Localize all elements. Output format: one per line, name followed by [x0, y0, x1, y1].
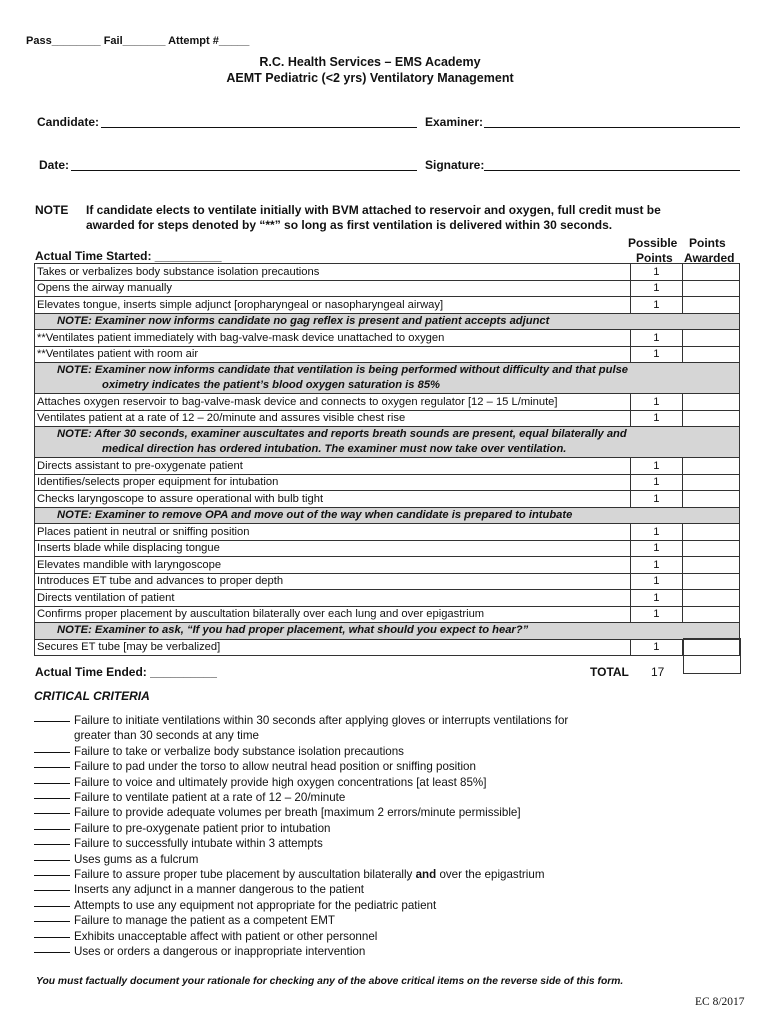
- step-description: Confirms proper placement by auscultation bilaterally over each lung and over epigastrium: [35, 606, 631, 623]
- critical-checkbox-line[interactable]: [34, 766, 70, 768]
- critical-checkbox-line[interactable]: [34, 782, 70, 784]
- critical-text: Failure to pre-oxygenate patient prior to intubation: [74, 821, 331, 835]
- step-description: Takes or verbalizes body substance isolation precautions: [35, 264, 631, 281]
- step-row: [35, 573, 740, 590]
- possible-points: 1: [630, 540, 682, 557]
- note-line-2: awarded for steps denoted by “**” so long as first ventilation is delivered within 30 seconds.: [86, 218, 613, 232]
- step-description: Places patient in neutral or sniffing position: [35, 524, 631, 541]
- candidate-label: Candidate:: [37, 115, 100, 129]
- note-cell: [35, 427, 740, 458]
- critical-checkbox-line[interactable]: [34, 920, 70, 922]
- points-awarded-cell[interactable]: [682, 458, 739, 475]
- critical-item: [34, 929, 377, 944]
- critical-item: [34, 805, 521, 820]
- step-description: Elevates mandible with laryngoscope: [35, 557, 631, 574]
- org-title: R.C. Health Services – EMS Academy: [259, 55, 481, 69]
- points-label: Points: [689, 236, 726, 250]
- possible-points: 1: [630, 491, 682, 508]
- critical-item: [34, 867, 544, 882]
- points-awarded-cell[interactable]: [682, 573, 739, 590]
- step-row: [35, 540, 740, 557]
- possible-points: 1: [630, 573, 682, 590]
- possible-points: 1: [630, 458, 682, 475]
- note-cell: [35, 313, 740, 330]
- points-header: [689, 236, 726, 250]
- step-row: [35, 280, 740, 297]
- points-awarded-cell[interactable]: [682, 474, 739, 491]
- possible-points: 1: [630, 264, 682, 281]
- step-description: Introduces ET tube and advances to proper depth: [35, 573, 631, 590]
- step-description: **Ventilates patient immediately with bag-valve-mask device unattached to oxygen: [35, 330, 631, 347]
- critical-item: [34, 852, 198, 867]
- critical-checkbox-line[interactable]: [34, 936, 70, 938]
- pass-fail-attempt-line: Pass________ Fail_______ Attempt #_____: [26, 35, 250, 47]
- points-awarded-cell[interactable]: [682, 410, 739, 427]
- total-label: TOTAL: [590, 665, 629, 679]
- points-awarded-cell[interactable]: [682, 590, 739, 607]
- possible-points: 1: [630, 606, 682, 623]
- step-description: Ventilates patient at a rate of 12 – 20/minute and assures visible chest rise: [35, 410, 631, 427]
- critical-item: [34, 744, 404, 759]
- step-description: Directs ventilation of patient: [35, 590, 631, 607]
- note-row: [35, 427, 740, 458]
- note-row: [35, 507, 740, 524]
- steps-table: [34, 263, 740, 656]
- date-field[interactable]: [71, 170, 417, 171]
- form-title: AEMT Pediatric (<2 yrs) Ventilatory Management: [226, 71, 514, 85]
- note-text: NOTE: Examiner to ask, “If you had proper placement, what should you expect to hear?”: [57, 624, 529, 637]
- note-text: NOTE: Examiner now informs candidate that ventilation is being performed without difficulty and that pulse: [57, 364, 629, 376]
- note-line-1: If candidate elects to ventilate initially with BVM attached to reservoir and oxygen, full credit must be: [86, 203, 661, 217]
- critical-text-cont: greater than 30 seconds at any time: [74, 729, 259, 743]
- examiner-label: Examiner:: [425, 115, 484, 129]
- signature-label: Signature:: [425, 158, 485, 172]
- critical-checkbox-line[interactable]: [34, 859, 70, 861]
- critical-item: [34, 913, 335, 928]
- note-label: NOTE: [35, 203, 69, 217]
- critical-item: [34, 790, 345, 805]
- time-started: Actual Time Started: __________: [35, 249, 222, 263]
- critical-text: Uses gums as a fulcrum: [74, 852, 199, 866]
- possible-points: 1: [630, 297, 682, 314]
- critical-text: Failure to provide adequate volumes per breath [maximum 2 errors/minute permissible]: [74, 806, 521, 820]
- critical-item: [34, 836, 323, 851]
- possible-points: 1: [630, 474, 682, 491]
- critical-text: Failure to initiate ventilations within 30 seconds after applying gloves or interrupts ventilations for: [74, 714, 569, 727]
- points-awarded-cell[interactable]: [682, 606, 739, 623]
- critical-checkbox-line[interactable]: [34, 951, 70, 953]
- step-row: [35, 474, 740, 491]
- note-text-cont: medical direction has ordered intubation. The examiner must now take over ventilation.: [102, 443, 567, 455]
- step-row: [35, 297, 740, 314]
- critical-checkbox-line[interactable]: [34, 720, 70, 722]
- critical-item: [34, 898, 436, 913]
- possible-points: 1: [630, 346, 682, 363]
- points-awarded-cell[interactable]: [682, 297, 739, 314]
- note-row: [35, 363, 740, 394]
- possible-points: 1: [630, 524, 682, 541]
- critical-text: Attempts to use any equipment not appropriate for the pediatric patient: [74, 898, 437, 912]
- critical-item: [34, 759, 476, 774]
- note-cell: [35, 507, 740, 524]
- critical-item: [34, 821, 331, 836]
- time-ended: Actual Time Ended: __________: [35, 665, 217, 679]
- critical-checkbox-line[interactable]: [34, 797, 70, 799]
- possible-label: Possible: [628, 236, 678, 250]
- step-description: **Ventilates patient with room air: [35, 346, 631, 363]
- step-row: [35, 264, 740, 281]
- critical-checkbox-line[interactable]: [34, 874, 70, 876]
- critical-item: [34, 944, 365, 959]
- note-text: NOTE: After 30 seconds, examiner auscultates and reports breath sounds are present, equal bilaterally and: [57, 428, 627, 440]
- critical-text-bold: and: [415, 868, 437, 881]
- step-description: Opens the airway manually: [35, 280, 631, 297]
- critical-item: [34, 713, 568, 744]
- possible-points: 1: [630, 557, 682, 574]
- points-awarded-cell[interactable]: [682, 330, 739, 347]
- note-text-cont: oximetry indicates the patient’s blood oxygen saturation is 85%: [102, 379, 440, 391]
- note-cell: [35, 623, 740, 640]
- points-awarded-cell[interactable]: [682, 280, 739, 297]
- critical-text: Failure to voice and ultimately provide high oxygen concentrations [at least 85%]: [74, 775, 487, 789]
- critical-item: [34, 882, 364, 897]
- step-description: Directs assistant to pre-oxygenate patient: [35, 458, 631, 475]
- step-row: [35, 346, 740, 363]
- points-awarded-cell[interactable]: [682, 540, 739, 557]
- step-description: Checks laryngoscope to assure operational with bulb tight: [35, 491, 631, 508]
- step-row: [35, 330, 740, 347]
- step-row: [35, 410, 740, 427]
- points-awarded-cell[interactable]: [682, 394, 739, 411]
- step-description: Elevates tongue, inserts simple adjunct [oropharyngeal or nasopharyngeal airway]: [35, 297, 631, 314]
- step-row: [35, 606, 740, 623]
- points-awarded-cell[interactable]: [682, 264, 739, 281]
- note-row: [35, 313, 740, 330]
- note-cell: [35, 363, 740, 394]
- possible-points: 1: [630, 394, 682, 411]
- step-description: Attaches oxygen reservoir to bag-valve-mask device and connects to oxygen regulator [12 – 15 L/minute]: [35, 394, 631, 411]
- critical-text: Failure to manage the patient as a competent EMT: [74, 914, 336, 928]
- critical-text: Failure to take or verbalize body substance isolation precautions: [74, 744, 404, 758]
- step-row: [35, 639, 740, 656]
- points2-label: Points: [636, 251, 673, 265]
- points-awarded-cell[interactable]: [682, 524, 739, 541]
- critical-text-after: over the epigastrium: [439, 868, 545, 881]
- awarded-label: Awarded: [684, 251, 735, 265]
- signature-field[interactable]: [484, 170, 740, 171]
- critical-text: Uses or orders a dangerous or inappropriate intervention: [74, 945, 366, 958]
- critical-footnote: You must factually document your rationale for checking any of the above critical items on the reverse side of this form.: [36, 976, 624, 987]
- possible-points: 1: [630, 639, 682, 656]
- critical-checkbox-line[interactable]: [34, 812, 70, 814]
- possible-points: 1: [630, 410, 682, 427]
- note-text: NOTE: Examiner now informs candidate no gag reflex is present and patient accepts adjunct: [57, 314, 550, 327]
- critical-title: CRITICAL CRITERIA: [34, 689, 150, 703]
- critical-checkbox-line[interactable]: [34, 751, 70, 753]
- critical-text: Failure to pad under the torso to allow neutral head position or sniffing position: [74, 760, 476, 774]
- critical-text: Inserts any adjunct in a manner dangerous to the patient: [74, 883, 365, 897]
- critical-checkbox-line[interactable]: [34, 843, 70, 845]
- total-value: 17: [651, 665, 665, 679]
- critical-item: [34, 775, 486, 790]
- date-label: Date:: [39, 158, 70, 172]
- possible-header: [628, 236, 677, 250]
- form-code: EC 8/2017: [695, 996, 745, 1008]
- possible-points: 1: [630, 590, 682, 607]
- step-description: Secures ET tube [may be verbalized]: [35, 639, 631, 656]
- step-row: [35, 394, 740, 411]
- possible-points: 1: [630, 330, 682, 347]
- critical-text: Failure to assure proper tube placement by auscultation bilaterally: [74, 868, 413, 881]
- points-awarded-cell[interactable]: [682, 346, 739, 363]
- possible-points: 1: [630, 280, 682, 297]
- critical-checkbox-line[interactable]: [34, 889, 70, 891]
- step-row: [35, 557, 740, 574]
- step-row: [35, 458, 740, 475]
- step-row: [35, 491, 740, 508]
- examiner-field[interactable]: [484, 127, 740, 128]
- candidate-field[interactable]: [101, 127, 417, 128]
- critical-text: Failure to ventilate patient at a rate of 12 – 20/minute: [74, 791, 346, 804]
- step-row: [35, 590, 740, 607]
- step-row: [35, 524, 740, 541]
- note-text: NOTE: Examiner to remove OPA and move out of the way when candidate is prepared to intubate: [57, 508, 573, 521]
- step-description: Identifies/selects proper equipment for intubation: [35, 474, 631, 491]
- critical-checkbox-line[interactable]: [34, 905, 70, 907]
- step-description: Inserts blade while displacing tongue: [35, 540, 631, 557]
- points-awarded-cell[interactable]: [682, 557, 739, 574]
- critical-text: Exhibits unacceptable affect with patient or other personnel: [74, 929, 378, 943]
- critical-text: Failure to successfully intubate within 3 attempts: [74, 837, 323, 851]
- note-row: [35, 623, 740, 640]
- critical-checkbox-line[interactable]: [34, 828, 70, 830]
- points-awarded-cell[interactable]: [682, 491, 739, 508]
- total-awarded-box[interactable]: [683, 638, 741, 674]
